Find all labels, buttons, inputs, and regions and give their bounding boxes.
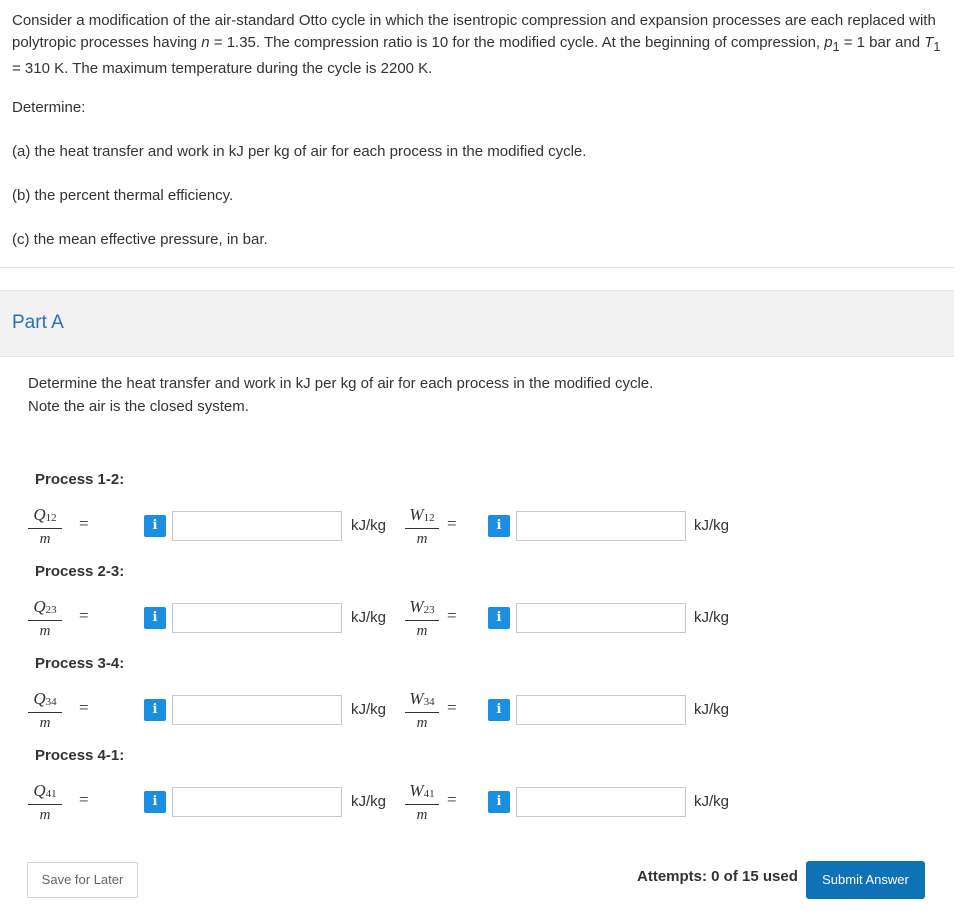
q12-unit: kJ/kg (351, 517, 387, 534)
w23-unit: kJ/kg (694, 609, 730, 626)
problem-statement (12, 10, 942, 273)
submit-answer-button[interactable]: Submit Answer (806, 861, 925, 899)
info-icon[interactable]: i (144, 791, 166, 813)
equals-sign: = (79, 606, 89, 625)
info-icon[interactable]: i (144, 607, 166, 629)
part-header[interactable] (0, 290, 954, 357)
equals-sign: = (447, 698, 457, 717)
divider (0, 267, 954, 268)
q41-input[interactable] (172, 787, 342, 817)
w34-fraction: $\frac{W_{34}}{m}$ (405, 690, 439, 732)
info-icon[interactable]: i (144, 515, 166, 537)
problem-item-c: (c) the mean effective pressure, in bar. (12, 231, 268, 248)
w23-fraction: $\frac{W_{23}}{m}$ (405, 598, 439, 640)
w41-unit: kJ/kg (694, 793, 730, 810)
w34-unit: kJ/kg (694, 701, 730, 718)
info-icon[interactable]: i (488, 607, 510, 629)
q23-input[interactable] (172, 603, 342, 633)
q23-fraction: $\frac{Q_{23}}{m}$ (28, 598, 62, 640)
w12-unit: kJ/kg (694, 517, 730, 534)
q34-unit: kJ/kg (351, 701, 387, 718)
equals-sign: = (79, 514, 89, 533)
w34-input[interactable] (516, 695, 686, 725)
w12-input[interactable] (516, 511, 686, 541)
equals-sign: = (447, 514, 457, 533)
info-icon[interactable]: i (488, 515, 510, 537)
w23-input[interactable] (516, 603, 686, 633)
info-icon[interactable]: i (144, 699, 166, 721)
equals-sign: = (447, 790, 457, 809)
q41-unit: kJ/kg (351, 793, 387, 810)
process-1-2-label: Process 1-2: (35, 471, 125, 488)
q34-fraction: $\frac{Q_{34}}{m}$ (28, 690, 62, 732)
problem-intro: Consider a modification of the air-standard Otto cycle in which the isentropic compression and expansion processes are each replaced with polytropic processes having n = 1.35. The compression ratio is 10 for the modified cycle. At the beginning of compression, $p_1 = 1$ bar and $T_1 = 310$ K. The maximum temperature during the cycle is 2200 K. (12, 12, 941, 77)
q12-input[interactable] (172, 511, 342, 541)
instruction-line-1: Determine the heat transfer and work in kJ per kg of air for each process in the modified cycle. (28, 375, 654, 392)
w41-input[interactable] (516, 787, 686, 817)
attempts-counter: Attempts: 0 of 15 used (637, 868, 798, 885)
problem-item-a: (a) the heat transfer and work in kJ per kg of air for each process in the modified cycle. (12, 143, 587, 160)
determine-heading: Determine: (12, 99, 86, 116)
save-for-later-button[interactable]: Save for Later (27, 862, 138, 898)
q41-fraction: $\frac{Q_{41}}{m}$ (28, 782, 62, 824)
w41-fraction: $\frac{W_{41}}{m}$ (405, 782, 439, 824)
q23-unit: kJ/kg (351, 609, 387, 626)
part-instructions (28, 372, 728, 418)
equals-sign: = (79, 790, 89, 809)
process-3-4-label: Process 3-4: (35, 655, 125, 672)
problem-item-b: (b) the percent thermal efficiency. (12, 187, 234, 204)
process-2-3-label: Process 2-3: (35, 563, 125, 580)
process-4-1-label: Process 4-1: (35, 747, 125, 764)
equals-sign: = (447, 606, 457, 625)
info-icon[interactable]: i (488, 699, 510, 721)
part-title: Part A (12, 312, 64, 333)
info-icon[interactable]: i (488, 791, 510, 813)
equals-sign: = (79, 698, 89, 717)
q12-fraction: $\frac{Q_{12}}{m}$ (28, 506, 62, 548)
w12-fraction: $\frac{W_{12}}{m}$ (405, 506, 439, 548)
q34-input[interactable] (172, 695, 342, 725)
instruction-line-2: Note the air is the closed system. (28, 398, 249, 415)
